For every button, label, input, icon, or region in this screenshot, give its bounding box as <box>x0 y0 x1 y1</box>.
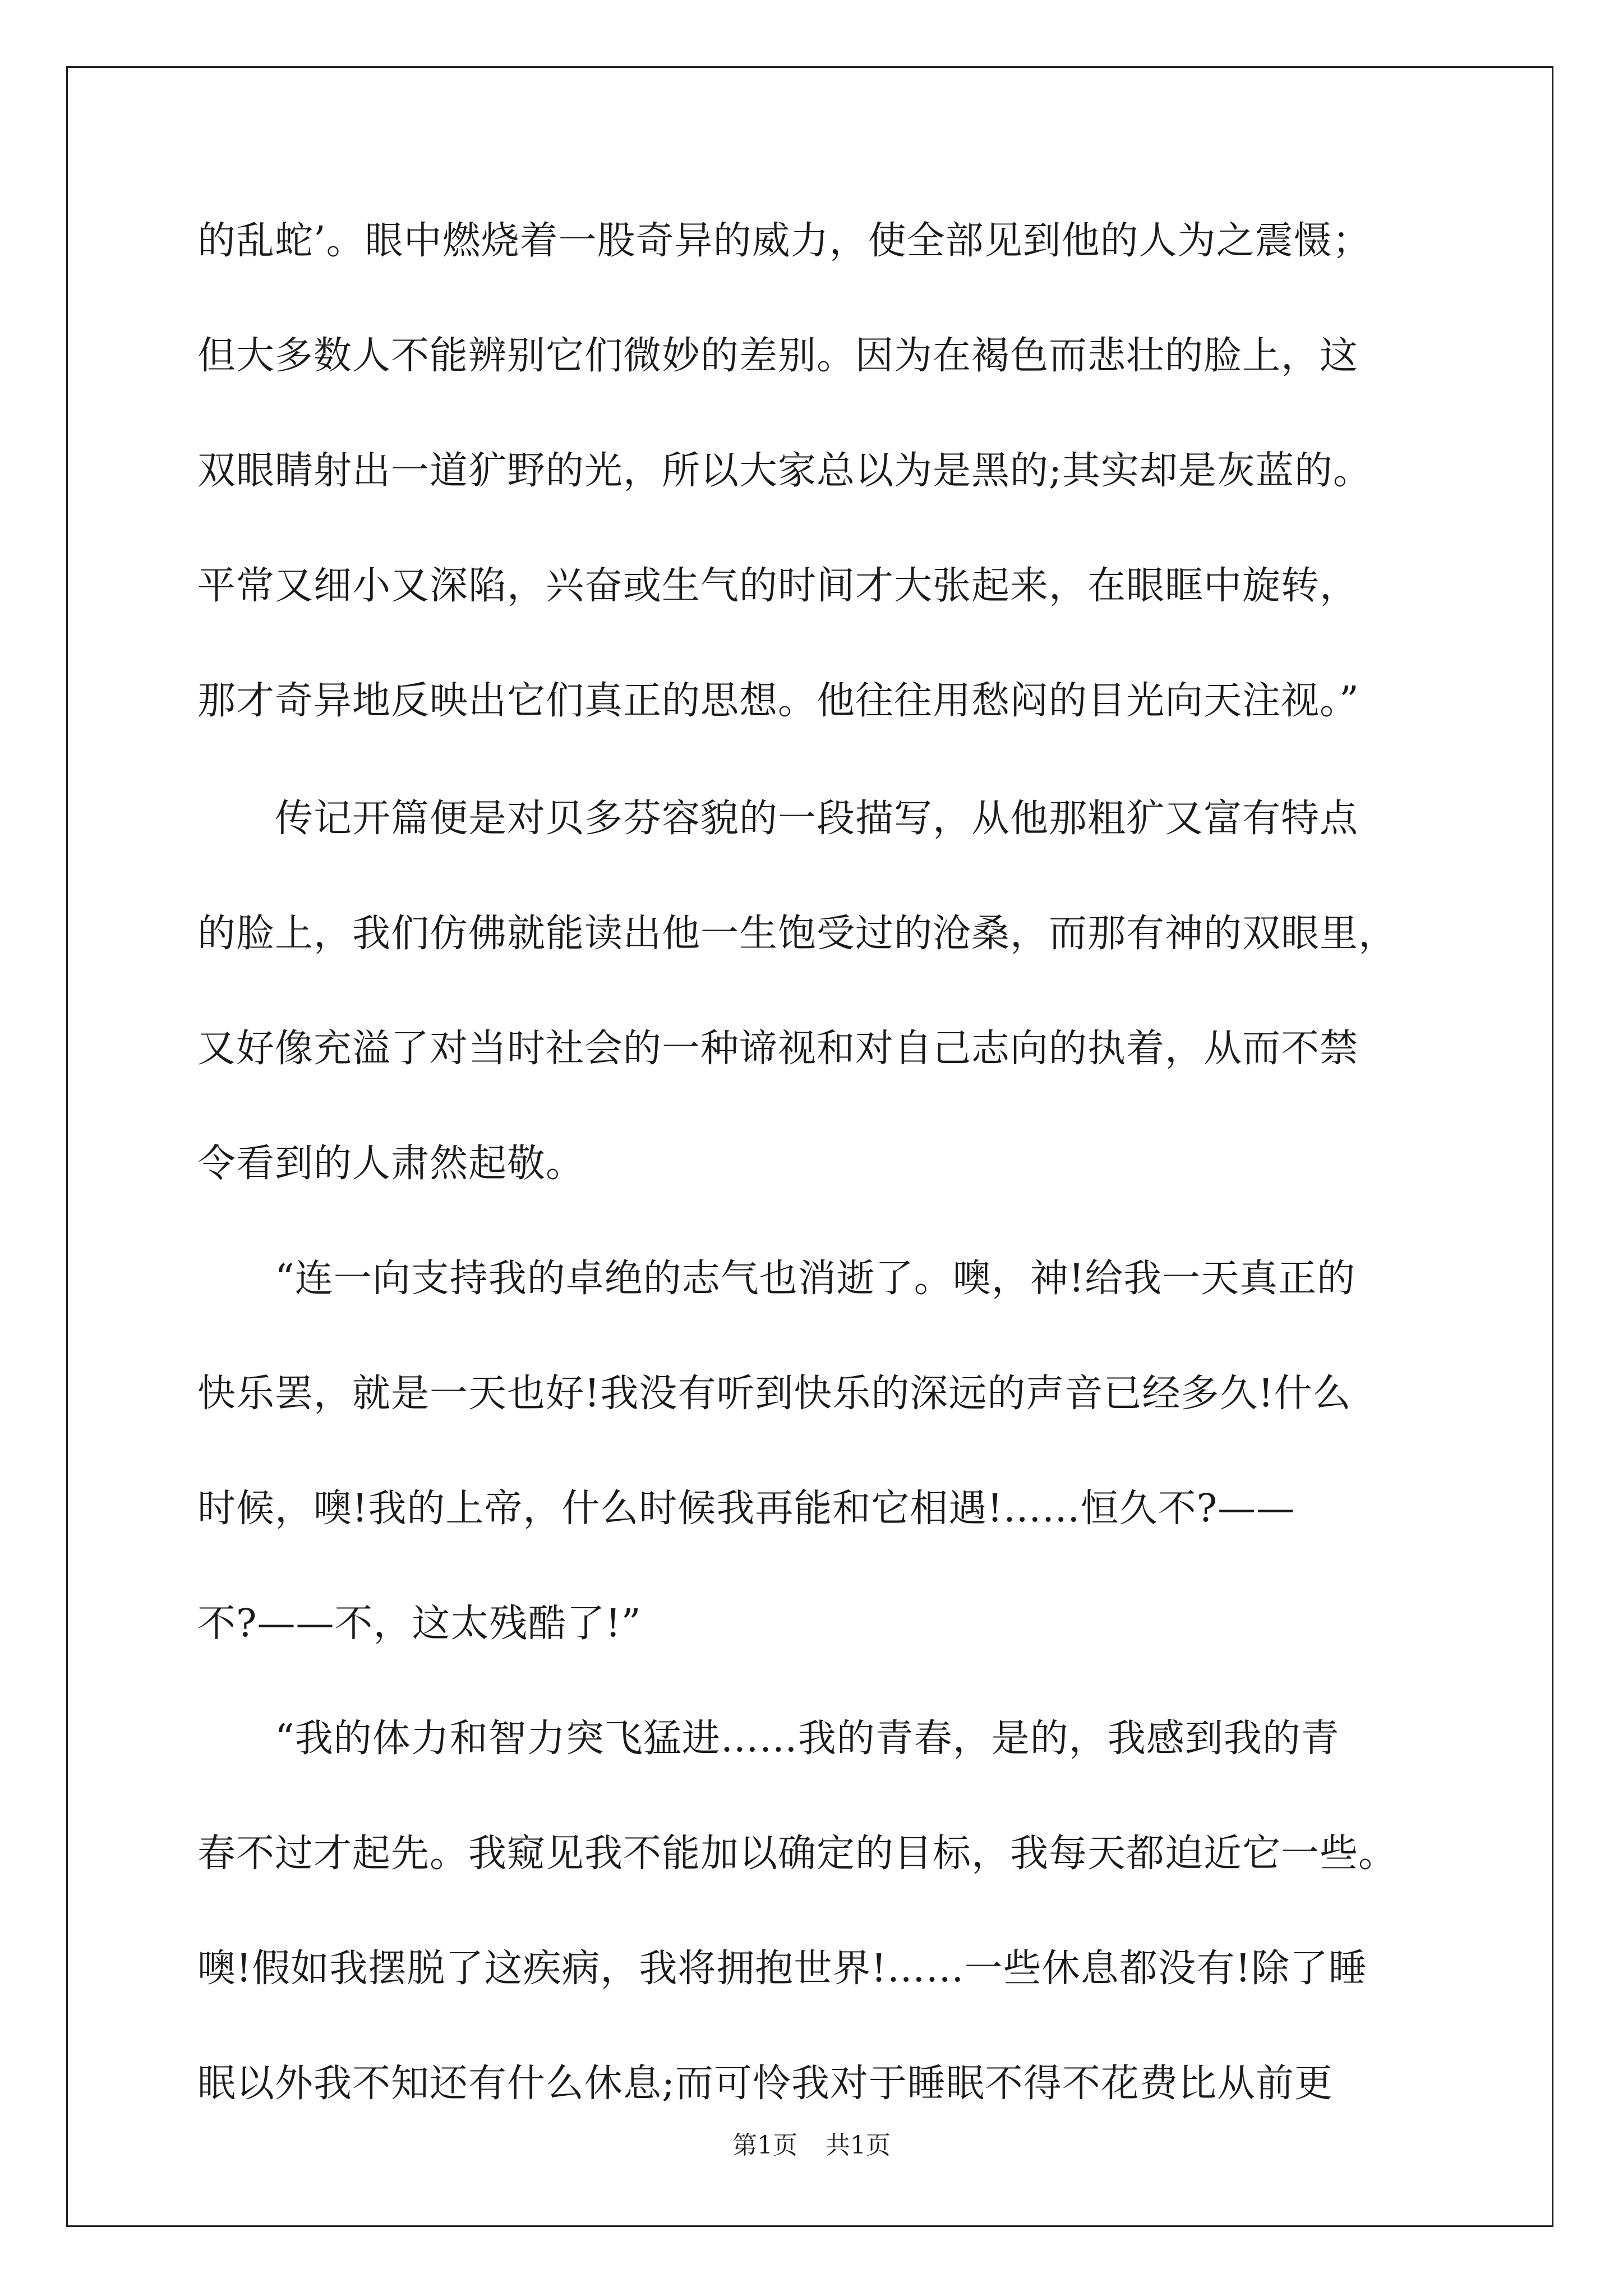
text-line: 不?——不，这太残酷了!” <box>197 1602 642 1646</box>
text-line: 平常又细小又深陷，兴奋或生气的时间才大张起来，在眼眶中旋转， <box>197 564 1359 608</box>
text-line: 但大多数人不能辨别它们微妙的差别。因为在褐色而悲壮的脸上，这 <box>197 334 1359 378</box>
text-line: 的乱蛇’。眼中燃烧着一股奇异的威力，使全部见到他的人为之震慑； <box>197 219 1371 263</box>
text-line: “我的体力和智力突飞猛进……我的青春，是的，我感到我的青 <box>197 1717 1340 1761</box>
text-line: “连一向支持我的卓绝的志气也消逝了。噢，神!给我一天真正的 <box>197 1257 1356 1301</box>
text-line: 双眼睛射出一道犷野的光，所以大家总以为是黑的;其实却是灰蓝的。 <box>197 449 1372 493</box>
text-line: 传记开篇便是对贝多芬容貌的一段描写，从他那粗犷又富有特点 <box>197 797 1359 841</box>
text-line: 噢!假如我摆脱了这疾病，我将拥抱世界!……一些休息都没有!除了睡 <box>197 1947 1367 1991</box>
text-line: 令看到的人肃然起敬。 <box>197 1142 585 1186</box>
text-line: 快乐罢，就是一天也好!我没有听到快乐的深远的声音已经多久!什么 <box>197 1372 1352 1416</box>
page-footer <box>0 2129 1623 2162</box>
text-line: 眠以外我不知还有什么休息;而可怜我对于睡眠不得不花费比从前更 <box>197 2062 1333 2106</box>
text-line: 春不过才起先。我窥见我不能加以确定的目标，我每天都迫近它一些。 <box>197 1832 1398 1876</box>
page-number: 第1页 <box>732 2131 797 2160</box>
page-total: 共1页 <box>826 2131 891 2160</box>
text-line: 的脸上，我们仿佛就能读出他一生饱受过的沧桑，而那有神的双眼里， <box>197 912 1398 956</box>
text-line: 又好像充溢了对当时社会的一种谛视和对自己志向的执着，从而不禁 <box>197 1027 1359 1071</box>
text-line: 时候，噢!我的上帝，什么时候我再能和它相遇!……恒久不?—— <box>197 1487 1295 1531</box>
text-line: 那才奇异地反映出它们真正的思想。他往往用愁闷的目光向天注视。” <box>197 679 1359 723</box>
